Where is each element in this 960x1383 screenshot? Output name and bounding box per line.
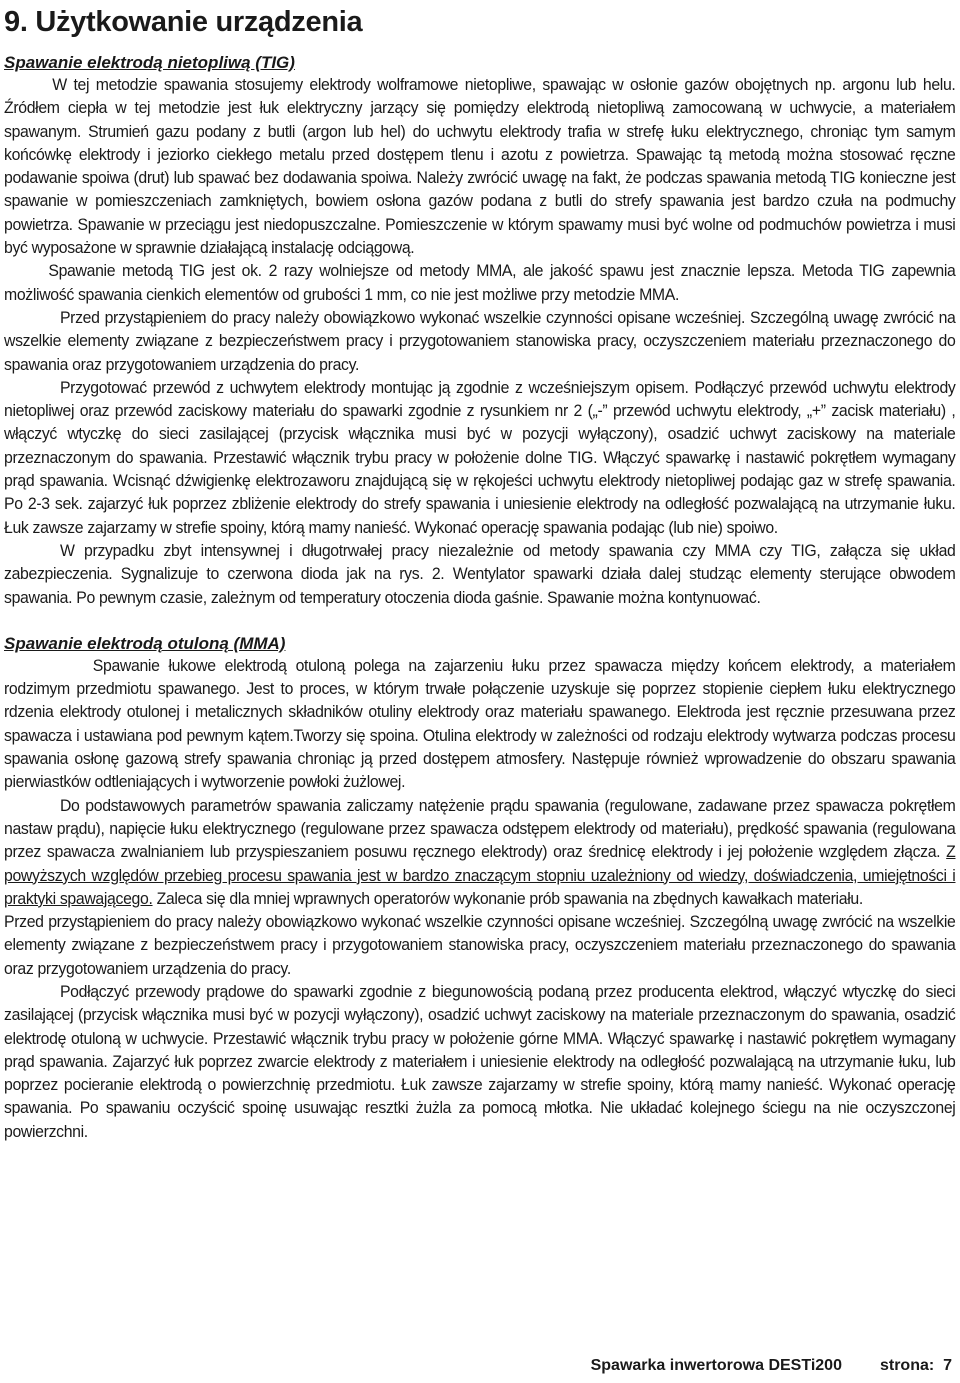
section-mma — [4, 633, 956, 1144]
mma-paragraph-1: Spawanie łukowe elektrodą otuloną polega na zajarzeniu łuku przez spawacza między końcem elektrody, a materiałem rodzimym przedmiotu spawanego. Jest to proces, w którym trwałe połączenie uzyskuje się poprzez stopienie ciepłem łuku elektrycznego rdzenia elektrody otulonej i metalicznych składników otuliny elektrody oraz materiału spawanego. Elektroda jest ręcznie przesuwana przez spawacza i ustawiana pod pewnym kątem.Tworzy się spoina. Otulina elektrody w zależności od rodzaju elektrody wytwarza podczas procesu spawania osłonę gazową strefy spawania chroniąc ją przed dostępem atmosfery. Następuje również wprowadzenie do obszaru spawania pierwiastków odtleniających i wytworzenie powłoki żużlowej. — [4, 656, 956, 792]
mma-paragraph-2 — [4, 795, 955, 911]
page-footer — [591, 1357, 952, 1375]
footer-product-name: Spawarka inwertorowa DESTi200 — [590, 1357, 842, 1374]
tig-paragraph-4: Przygotować przewód z uchwytem elektrody montując ją zgodnie z wcześniejszym opisem. Podłączyć przewód uchwytu elektrody nietopliwej oraz przewód zaciskowy materiału do spawarki zgodnie z rysunkiem nr 2 („-” przewód uchwytu elektrody, „+” zacisk materiału) , włączyć wtyczkę do sieci zasilającej (przycisk włącznika musi być w pozycji wyłączony), osadzić uchwyt zaciskowy na materiale przeznaczonym do spawania. Przestawić włącznik trybu pracy w położenie dolne TIG. Włączyć spawarkę i nastawić pokrętłem wymagany prąd spawania. Wcisnąć dźwigienkę elektrozaworu znajdującą się w rękojeści uchwytu elektrody nietopliwej podając gaz w strefę spawania. Po 2-3 sek. zajarzyć łuk poprzez zbliżenie elektrody do strefy spawania i uniesienie elektrody na odległość pozwalającą na utrzymanie łuku. Łuk zawsze zajarzamy w strefie spoiny, którą mamy nanieść. Wykonać operację spawania podając (lub nie) spoiwo. — [4, 378, 956, 537]
mma-paragraph-2-underlined: Z powyższych względów przebieg procesu spawania jest w bardzo znaczącym stopniu uzależniony od wiedzy, doświadczenia, umiejętności i praktyki spawającego. — [4, 843, 956, 908]
mma-paragraph-3: Przed przystąpieniem do pracy należy obowiązkowo wykonać wszelkie czynności opisane wcześniej. Szczególną uwagę zwrócić na wszelkie elementy związane z bezpieczeństwem pracy i przygotowaniem stanowiska pracy, oczyszczeniem materiału przeznaczonego do spawania oraz przygotowaniem urządzenia do pracy. — [4, 913, 956, 978]
mma-paragraph-4: Podłączyć przewody prądowe do spawarki zgodnie z biegunowością podaną przez producenta elektrod, włączyć wtyczkę do sieci zasilającej (przycisk włącznika musi być w pozycji wyłączony), osadzić uchwyt zaciskowy na materiale przeznaczonym do spawania, osadzić elektrodę otuloną w uchwycie. Przestawić włącznik trybu pracy w położenie górne MMA. Włączyć spawarkę i nastawić pokrętłem wymagany prąd spawania. Zajarzyć łuk poprzez zwarcie elektrody z materiałem i uniesienie elektrody na odległość pozwalającą na utrzymanie łuku, lub poprzez pocieranie elektrodą o powierzchnię przedmiotu. Łuk zawsze zajarzamy w strefie spoiny, którą mamy nanieść. Wykonać operację spawania. Po spawaniu oczyścić spoinę usuwając resztki żużla za pomocą młotka. Nie układać kolejnego ściegu na nie oczyszczonej powierzchni. — [4, 982, 956, 1141]
mma-paragraph-2-main: Do podstawowych parametrów spawania zaliczamy natężenie prądu spawania (regulowane, zadawane przez spawacza pokrętłem nastaw prądu), napięcie łuku elektrycznego (regulowane przez spawacza odstępem elektrody od materiału), prędkość spawania (regulowana przez spawacza zwalnianiem lub przyspieszaniem posuwu ręcznego elektrody) oraz średnicę elektrody i jej położenie względem złącza. — [4, 796, 956, 862]
manual-page — [4, 0, 956, 1144]
tig-paragraph-5: W przypadku zbyt intensywnej i długotrwałej pracy niezależnie od metody spawania czy MMA czy TIG, załącza się układ zabezpieczenia. Sygnalizuje to czerwona dioda jak na rys. 2. Wentylator spawarki działa dalej studząc elementy sterujące obwodem spawania. Po pewnym czasie, zależnym od temperatury otoczenia dioda gaśnie. Spawanie można kontynuować. — [4, 541, 956, 607]
tig-paragraph-3: Przed przystąpieniem do pracy należy obowiązkowo wykonać wszelkie czynności opisane wcześniej. Szczególną uwagę zwrócić na wszelkie elementy związane z bezpieczeństwem pracy i przygotowaniem stanowiska pracy, oczyszczeniem materiału przeznaczonego do spawania oraz przygotowaniem urządzenia do pracy. — [4, 308, 956, 374]
mma-paragraph-2-tail: Zaleca się dla mniej wprawnych operatorów wykonanie prób spawania na zbędnych kawałkach materiału. — [152, 889, 863, 908]
footer-page-number: 7 — [943, 1357, 952, 1374]
page-title: 9. Użytkowanie urządzenia — [4, 6, 363, 38]
section-tig — [4, 52, 956, 610]
section-heading-mma: Spawanie elektrodą otuloną (MMA) — [4, 633, 286, 653]
footer-page-label: strona: — [879, 1357, 935, 1374]
tig-paragraph-2: Spawanie metodą TIG jest ok. 2 razy wolniejsze od metody MMA, ale jakość spawu jest znacznie lepsza. Metoda TIG zapewnia możliwość spawania cienkich elementów od grubości 1 mm, co nie jest możliwe przy metodzie MMA. — [4, 262, 956, 304]
section-heading-tig: Spawanie elektrodą nietopliwą (TIG) — [4, 53, 295, 72]
tig-paragraph-1: W tej metodzie spawania stosujemy elektrody wolframowe nietopliwe, spawając w osłonie gazów obojętnych np. argonu lub helu. Źródłem ciepła w tej metodzie jest łuk elektryczny jarzący się pomiędzy elektrodą nietopliwą zamocowaną w uchwycie, a materiałem spawanym. Strumień gazu podany z butli (argon lub hel) do uchwytu elektrody trafia w strefę łuku elektrycznego, chroniąc tym samym końcówkę elektrody i jeziorko ciekłego metalu przed dostępem tlenu i azotu z powietrza. Spawając tą metodą można stosować ręczne podawanie spoiwa (drut) lub spawać bez dodawania spoiwa. Należy zwrócić uwagę na fakt, że podczas spawania metodą TIG konieczne jest spawanie w pomieszczeniach zamkniętych, bowiem osłona gazów podana z butli do strefy spawania jest bardzo czuła na podmuchy powietrza. Spawanie w przeciągu jest niedopuszczalne. Pomieszczenie w którym spawamy musi być wolne od podmuchów powietrza i musi być wyposażone w sprawnie działającą instalację odciągową. — [4, 76, 956, 258]
